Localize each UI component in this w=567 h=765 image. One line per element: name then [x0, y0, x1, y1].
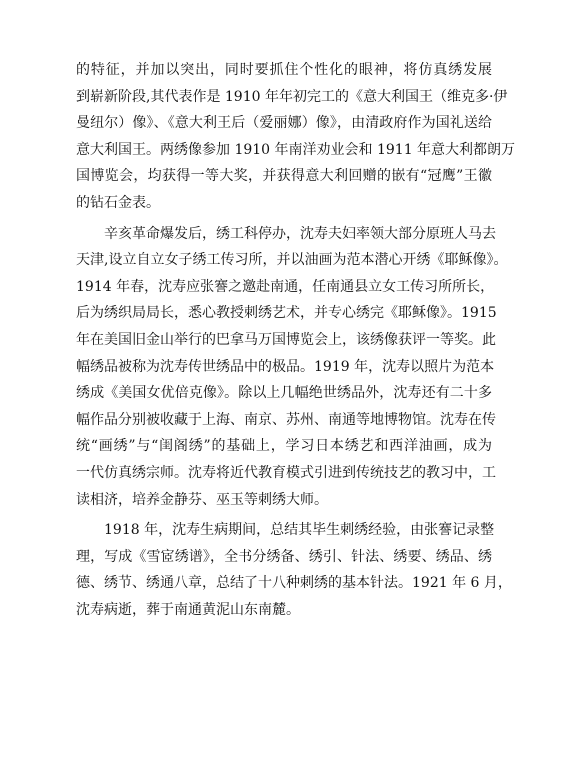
text-line: 德、绣节、绣通八章，总结了十八种刺绣的基本针法。1921 年 6 月， — [76, 575, 512, 592]
text-line: 年在美国旧金山举行的巴拿马万国博览会上，该绣像获评一等奖。此 — [76, 331, 496, 348]
text-line: 的特征，并加以突出，同时要抓住个性化的眼神，将仿真绣发展 — [76, 62, 492, 78]
text-line: 辛亥革命爆发后，绣工科停办，沈寿夫妇率领大部分原班人马去 — [104, 225, 496, 242]
text-line: 曼纽尔）像》、《意大利王后（爱丽娜）像》，由清政府作为国礼送给 — [76, 115, 492, 132]
text-line: 一代仿真绣宗师。沈寿将近代教育模式引进到传统技艺的教习中，工 — [76, 464, 496, 481]
text-line: 国博览会，均获得一等大奖，并获得意大利回赠的嵌有“冠鹰”王徽 — [76, 168, 492, 185]
paragraph — [76, 517, 512, 623]
text-line: 1918 年，沈寿生病期间，总结其毕生刺绣经验，由张謇记录整 — [104, 522, 495, 539]
text-line: 沈寿病逝，葬于南通黄泥山东南麓。 — [76, 601, 300, 618]
text-line: 幅绣品被称为沈寿传世绣品中的极品。1919 年，沈寿以照片为范本 — [76, 358, 495, 375]
text-line: 后为绣织局局长，悉心教授刺绣艺术，并专心绣完《耶稣像》。1915 — [76, 305, 497, 322]
text-line: 读相济，培养金静芬、巫玉等刺绣大师。 — [76, 491, 328, 508]
text-line: 统“画绣”与“闺阁绣”的基础上，学习日本绣艺和西洋油画，成为 — [76, 438, 492, 455]
text-line: 到崭新阶段,其代表作是 1910 年年初完工的《意大利国王（维克多·伊 — [76, 88, 508, 105]
text-line: 理，写成《雪宧绣谱》，全书分绣备、绣引、针法、绣要、绣品、绣 — [76, 548, 492, 565]
text-line: 1914 年春，沈寿应张謇之邀赴南通，任南通县立女工传习所所长， — [76, 278, 495, 295]
text-line: 意大利国王。两绣像参加 1910 年南洋劝业会和 1911 年意大利都朗万 — [76, 141, 516, 158]
paragraph — [76, 221, 508, 514]
text-line: 的钻石金表。 — [76, 194, 160, 211]
text-line: 绣成《美国女优倍克像》。除以上几幅绝世绣品外，沈寿还有二十多 — [76, 385, 492, 402]
paragraph — [76, 57, 516, 217]
body-text — [76, 57, 516, 623]
text-line: 天津,设立自立女子绣工传习所，并以油画为范本潜心开绣《耶稣像》。 — [76, 252, 508, 269]
text-line: 幅作品分别被收藏于上海、南京、苏州、南通等地博物馆。沈寿在传 — [76, 411, 496, 428]
